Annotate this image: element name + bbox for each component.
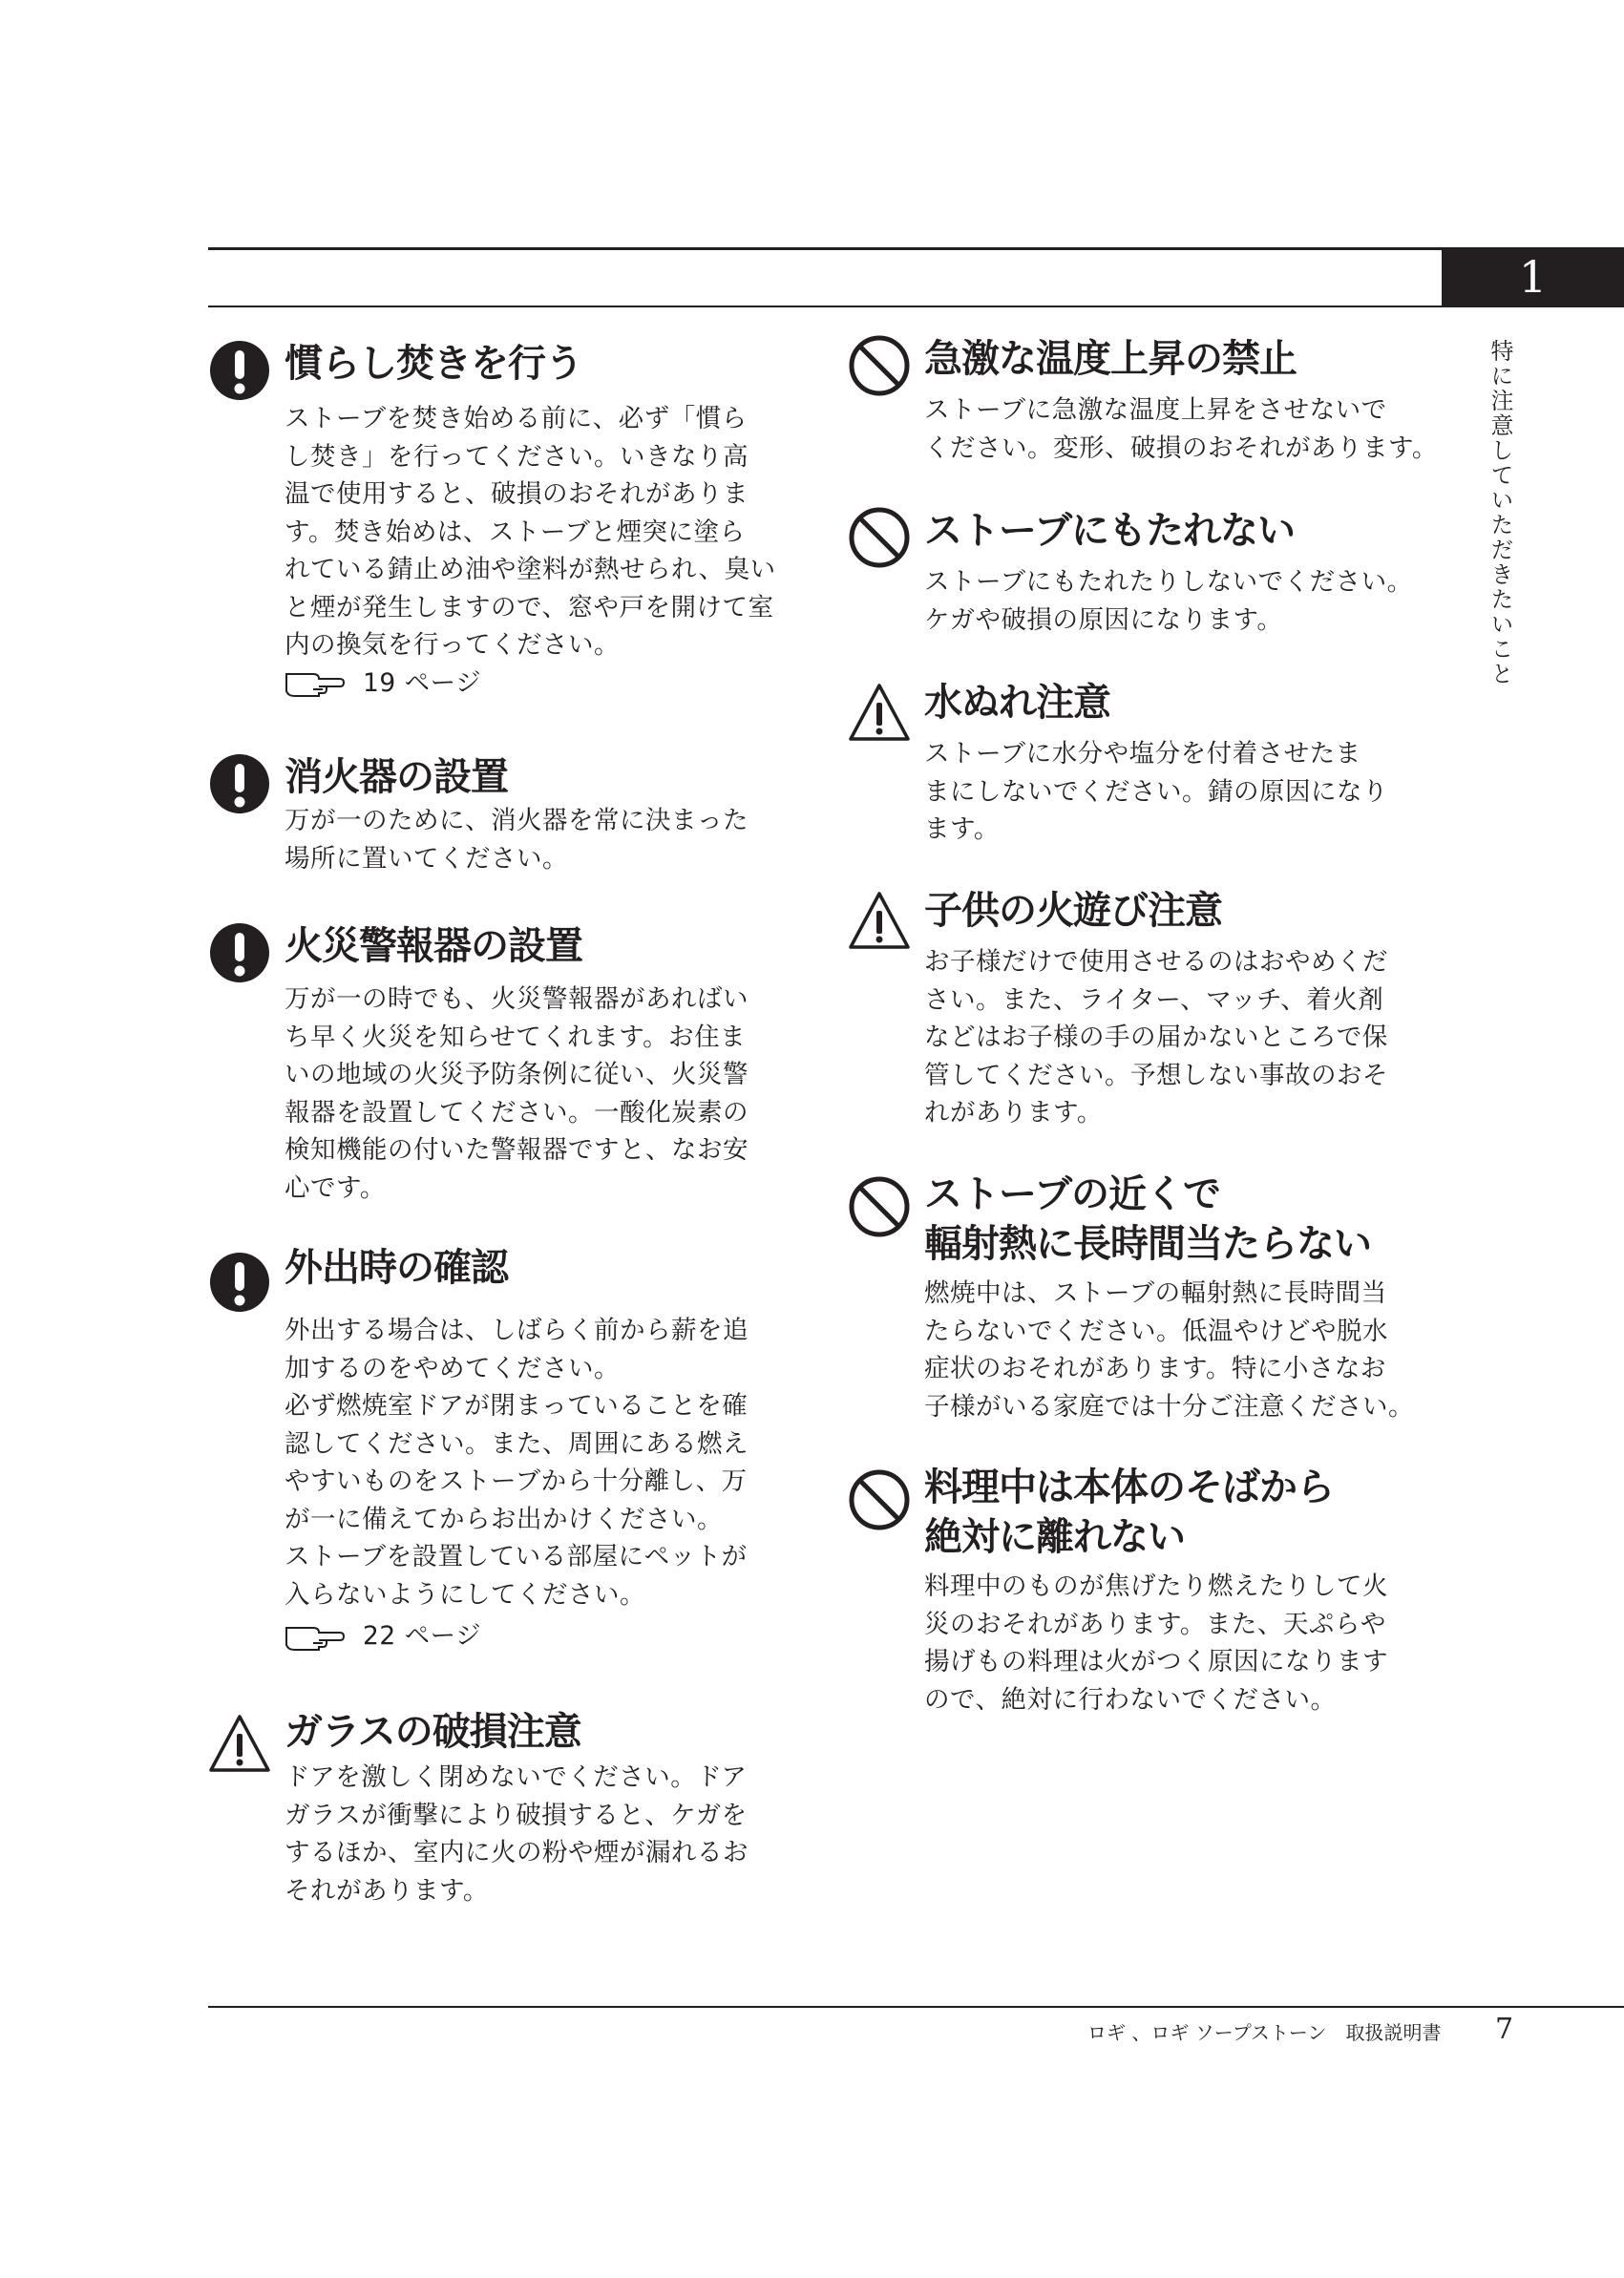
section-body: ストーブに水分や塩分を付着させたま まにしないでください。錆の原因になり ます。 — [924, 739, 1388, 844]
header-rule — [208, 247, 1624, 250]
prohibition-icon — [848, 1468, 911, 1531]
warning-triangle-icon — [208, 1713, 271, 1776]
section-body: ストーブにもたれたりしないでください。 ケガや破損の原因になります。 — [924, 567, 1413, 635]
section-title: 子供の火遊び注意 — [924, 889, 1222, 933]
section-body: ストーブに急激な温度上昇をさせないで ください。変形、破損のおそれがあります。 — [924, 395, 1438, 463]
page-reference-text: 19 ページ — [363, 667, 482, 698]
section-title: 料理中は本体のそばから 絶対に離れない — [924, 1466, 1334, 1559]
warning-triangle-icon — [848, 682, 911, 745]
page-reference-text: 22 ページ — [363, 1621, 482, 1651]
section-title: 火災警報器の設置 — [285, 924, 582, 968]
page-number: 7 — [1495, 2013, 1514, 2046]
section-body: お子様だけで使用させるのはおやめくだ さい。また、ライター、マッチ、着火剤 などはお子様の手の届かないところで保 管してください。予想しない事故のおそ れがあります。 — [924, 947, 1388, 1128]
prohibition-icon — [848, 1175, 911, 1238]
warning-triangle-icon — [848, 890, 911, 953]
pointing-hand-icon — [285, 666, 346, 699]
page-reference — [285, 664, 776, 703]
section-body: 万が一の時でも、火災警報器があればい ち早く火災を知らせてくれます。お住ま いの地域の火災予防条例に従い、火災警 報器を設置してください。一酸化炭素の 検知機能の付いた警報器ですと、なお安 心です。 — [285, 984, 749, 1203]
side-chapter-title: 特に注意していただきたいこと — [1487, 339, 1513, 686]
exclamation-circle-icon — [208, 752, 271, 815]
section-title: 水ぬれ注意 — [924, 681, 1110, 725]
exclamation-circle-icon — [208, 1251, 271, 1314]
section-body: 燃焼中は、ストーブの輻射熱に長時間当 たらないでください。低温やけどや脱水 症状のおそれがあります。特に小さなお 子様がいる家庭では十分ご注意ください。 — [924, 1278, 1414, 1422]
section-title: 慣らし焚きを行う — [285, 342, 582, 386]
section-title: 外出時の確認 — [285, 1246, 508, 1290]
pointing-hand-icon — [285, 1620, 346, 1653]
section-body: ストーブを焚き始める前に、必ず「慣ら し焚き」を行ってください。いきなり高 温で使用すると、破損のおそれがありま す。焚き始めは、ストーブと煙突に塗ら れている錆止め油や塗料が熱せられ、臭い と煙が発生しますので、窓や戸を開けて室 内の換気を行ってください。 19 ページ — [285, 400, 776, 702]
section-body: 外出する場合は、しばらく前から薪を追 加するのをやめてください。 必ず燃焼室ドアが閉まっていることを確 認してください。また、周囲にある燃え やすいものをストーブから十分離し、万 が一に備えてからお出かけください。 ストーブを設置している部屋にペットが 入らないようにしてください。 22 ページ — [285, 1312, 749, 1656]
section-title: ストーブの近くで 輻射熱に長時間当たらない — [924, 1172, 1371, 1266]
page-reference — [285, 1617, 749, 1656]
section-body: 料理中のものが焦げたり燃えたりして火 災のおそれがあります。また、天ぷらや 揚げもの料理は火がつく原因になります ので、絶対に行わないでください。 — [924, 1571, 1388, 1715]
exclamation-circle-icon — [208, 921, 271, 984]
section-title: 消火器の設置 — [285, 755, 508, 799]
header-rule-lower — [208, 306, 1624, 307]
section-title: ストーブにもたれない — [924, 509, 1295, 553]
prohibition-icon — [848, 506, 911, 569]
section-body: ドアを激しく閉めないでください。ドア ガラスが衝撃により破損すると、ケガを するほか、室内に火の粉や煙が漏れるお それがあります。 — [285, 1762, 749, 1906]
chapter-number-tab: 1 — [1442, 247, 1624, 307]
footer-manual-title: ロギ 、ロギ ソープストーン 取扱説明書 — [1087, 2021, 1442, 2044]
section-body: 万が一のために、消火器を常に決まった 場所に置いてください。 — [285, 806, 749, 874]
footer-rule — [208, 2006, 1624, 2008]
section-title: 急激な温度上昇の禁止 — [924, 337, 1297, 381]
section-title: ガラスの破損注意 — [285, 1710, 581, 1754]
prohibition-icon — [848, 334, 911, 397]
exclamation-circle-icon — [208, 339, 271, 402]
